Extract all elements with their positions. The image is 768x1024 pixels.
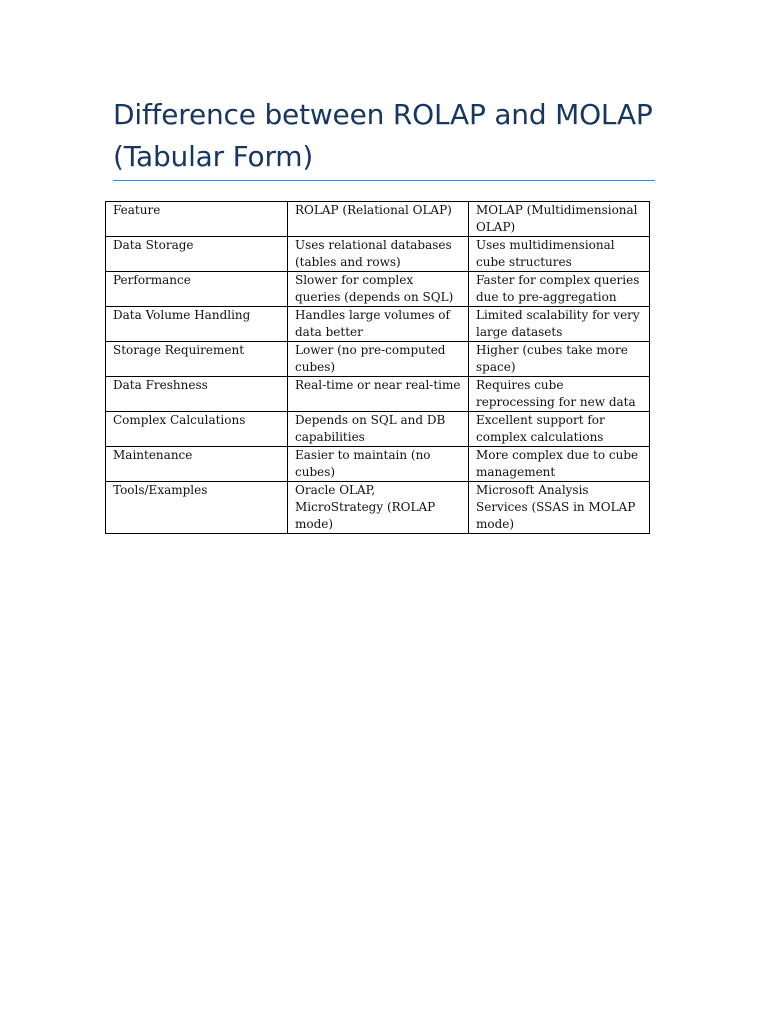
table-row [106,377,650,412]
table-cell: Oracle OLAP, MicroStrategy (ROLAP mode) [288,482,469,534]
table-row [106,482,650,534]
table-cell: Depends on SQL and DB capabilities [288,412,469,447]
table-cell: Uses relational databases (tables and rows) [288,237,469,272]
title-underline [113,180,655,181]
table-cell: Complex Calculations [106,412,288,447]
table-cell: Handles large volumes of data better [288,307,469,342]
table-cell: Lower (no pre-computed cubes) [288,342,469,377]
table-cell: Data Volume Handling [106,307,288,342]
table-cell: Storage Requirement [106,342,288,377]
document-title: Difference between ROLAP and MOLAP (Tabular Form) [113,98,653,173]
table-cell: Feature [106,202,288,237]
table-cell: Slower for complex queries (depends on SQL) [288,272,469,307]
table-row [106,412,650,447]
table-cell: Excellent support for complex calculations [469,412,650,447]
table-cell: Microsoft Analysis Services (SSAS in MOLAP mode) [469,482,650,534]
table-cell: Performance [106,272,288,307]
table-cell: Uses multidimensional cube structures [469,237,650,272]
table-cell: ROLAP (Relational OLAP) [288,202,469,237]
table-row [106,272,650,307]
table-cell: MOLAP (Multidimensional OLAP) [469,202,650,237]
table-cell: Limited scalability for very large datasets [469,307,650,342]
table-row [106,342,650,377]
table-cell: Data Storage [106,237,288,272]
table-row [106,237,650,272]
comparison-table [105,201,650,534]
table-row [106,307,650,342]
table-cell: Maintenance [106,447,288,482]
table-header-row [106,202,650,237]
table-cell: Requires cube reprocessing for new data [469,377,650,412]
table-cell: Data Freshness [106,377,288,412]
table-cell: Real-time or near real-time [288,377,469,412]
table-cell: Higher (cubes take more space) [469,342,650,377]
table-cell: Easier to maintain (no cubes) [288,447,469,482]
table-row [106,447,650,482]
table-cell: More complex due to cube management [469,447,650,482]
table-cell: Tools/Examples [106,482,288,534]
table-cell: Faster for complex queries due to pre-aggregation [469,272,650,307]
